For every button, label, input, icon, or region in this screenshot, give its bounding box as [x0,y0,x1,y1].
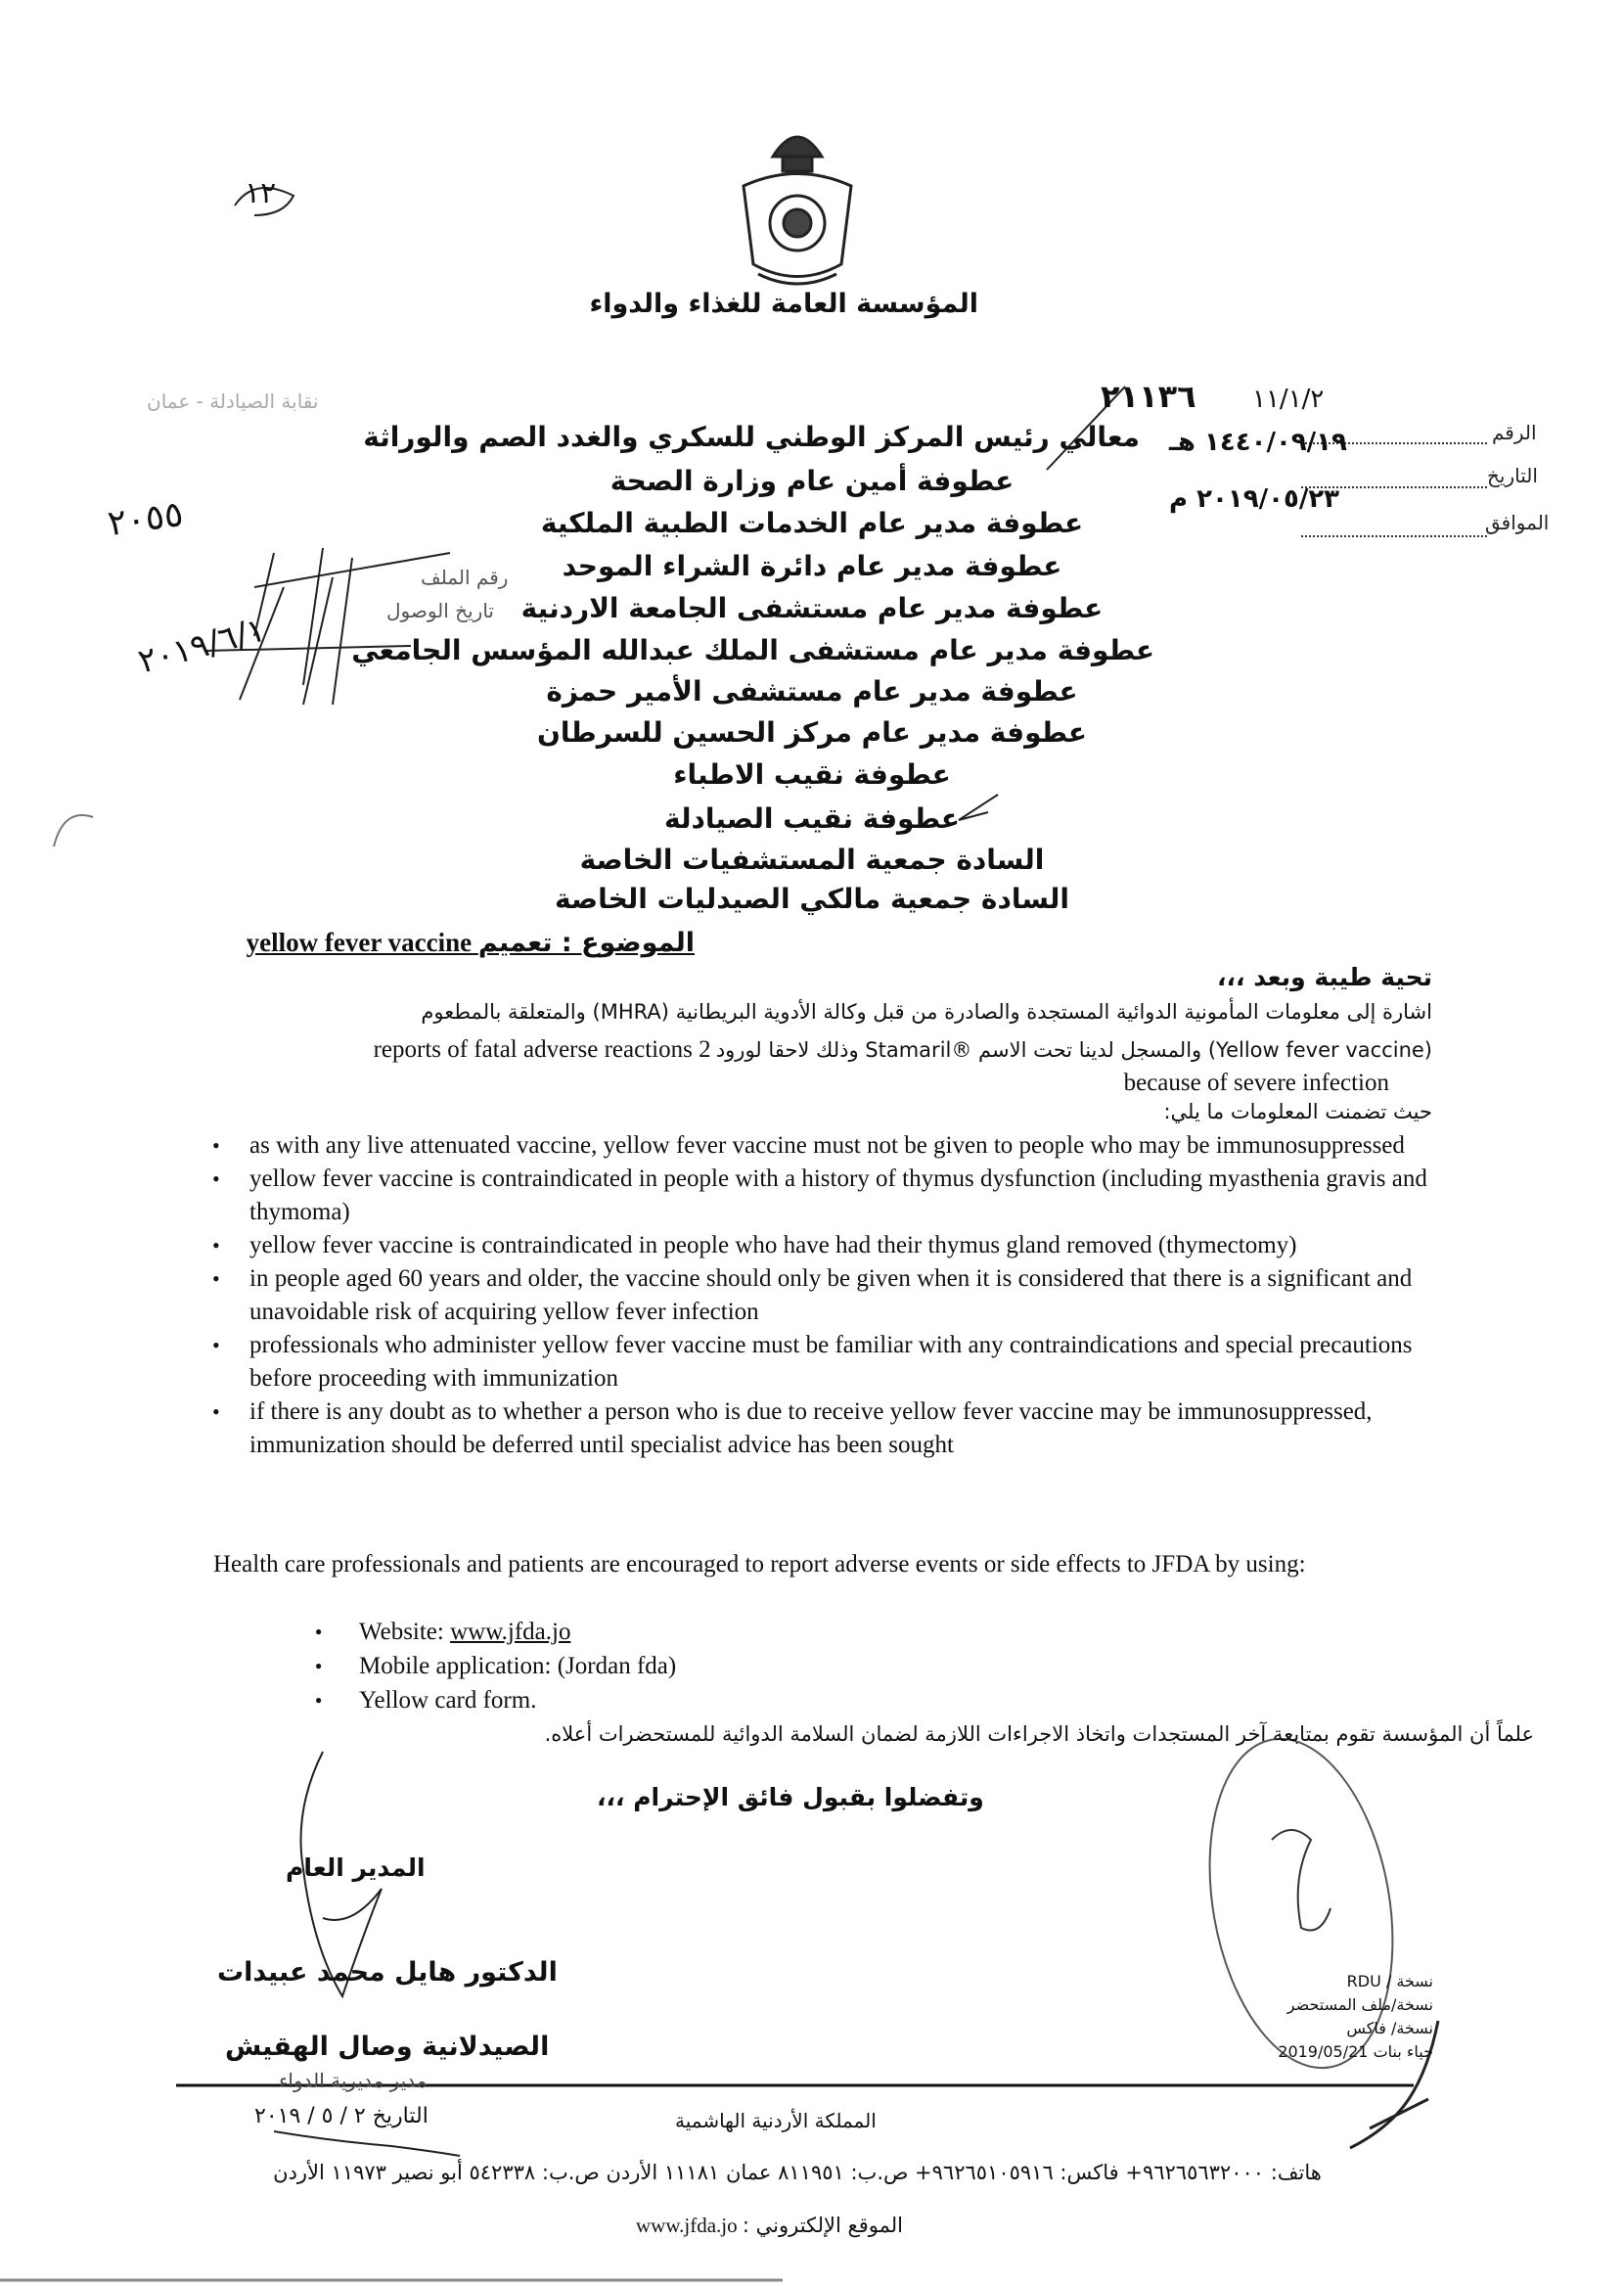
recipient: عطوفة مدير عام مركز الحسين للسرطان [536,716,1088,749]
intro-line-1: اشارة إلى معلومات المأمونية الدوائية المستجدة والصادرة من قبل وكالة الأدوية البريطانية (MHRA) والمتعلقة بالمطعوم [421,1000,1432,1024]
footer-website-link[interactable]: www.jfda.jo [636,2214,738,2237]
list-item: ● Mobile application: (Jordan fda) [315,1649,676,1683]
recipient: عطوفة مدير عام مستشفى الأمير حمزة [546,675,1078,708]
reference-code-handwritten: ١١/١/٢ [1252,385,1325,414]
recipient: معالي رئيس المركز الوطني للسكري والغدد الصم والوراثة [363,421,1140,453]
date-label: التاريخ [1487,464,1538,487]
recipient: عطوفة مدير عام دائرة الشراء الموحد [562,550,1062,582]
recipient: عطوفة مدير عام الخدمات الطبية الملكية [540,507,1084,539]
footer-website-line [636,2214,903,2238]
footer-website-label: الموقع الإلكتروني : [742,2214,903,2237]
hijri-date: ١٤٤٠/٠٩/١٩ هـ [1169,428,1347,457]
corresponding-label: الموافق [1485,511,1550,534]
gregorian-date: ٢٠١٩/٠٥/٢٣ م [1169,484,1340,514]
reporting-channels [315,1615,676,1717]
coat-of-arms-icon [744,137,851,284]
list-item: • yellow fever vaccine is contraindicated in people with a history of thymus dysfunction (including myasthenia gravis and thymoma) [210,1163,1443,1229]
list-item: • if there is any doubt as to whether a person who is due to receive yellow fever vaccine may be immunosuppressed, immunization should be deferred until specialist advice has been sought [210,1395,1443,1462]
scan-mark [54,815,93,846]
date-underline [274,2131,460,2156]
channel-label: Website: [359,1619,451,1645]
copy-line-4: حياء بنات 2019/05/21 [1278,2042,1433,2061]
copy-line-1: نسخة / RDU [1346,1972,1433,1990]
copy-line-2: نسخة/ملف المستحضر [1286,1995,1433,2014]
intro-line-2-ar: (Yellow fever vaccine) والمسجل لدينا تحت الاسم ®Stamaril وذلك لاحقا لورود [715,1038,1432,1062]
page-mark: ١٢ [245,177,277,209]
closing: وتفضلوا بقبول فائق الإحترام ،،، [597,1783,984,1811]
reference-number-handwritten: ٢١١٣٦ [1101,378,1196,415]
recipient: السادة جمعية مالكي الصيدليات الخاصة [555,883,1069,915]
list-item: • yellow fever vaccine is contraindicated in people who have had their thymus gland removed (thymectomy) [210,1229,1443,1262]
followup-text: علماً أن المؤسسة تقوم بمتابعة آخر المستجدات واتخاذ الاجراءات اللازمة لضمان السلامة الدوائية للمستحضرات أعلاه. [544,1722,1534,1746]
signatory-title: المدير العام [286,1853,426,1882]
oval-signature [1272,1830,1331,1931]
intro-line-2 [374,1033,1432,1067]
list-item: ● Yellow card form. [315,1683,676,1717]
file-number-label: رقم الملف [421,566,509,589]
subject-label: الموضوع : تعميم [477,928,695,958]
pharmacist-name: الصيدلانية وصال الهقيش [225,2032,550,2062]
recipient: عطوفة نقيب الصيادلة [663,802,960,835]
intro-line-4: حيث تضمنت المعلومات ما يلي: [1163,1100,1432,1123]
list-item: • professionals who administer yellow fever vaccine must be familiar with any contraindications and special precautions before proceeding with immunization [210,1329,1443,1395]
signatory-name: الدكتور هايل محمد عبيدات [217,1957,558,1988]
list-item [315,1615,676,1649]
agency-name: المؤسسة العامة للغذاء والدواء [589,289,978,319]
recipient: عطوفة مدير عام مستشفى الجامعة الاردنية [520,592,1104,624]
list-item: • in people aged 60 years and older, the vaccine should only be given when it is considered that there is a significant and unavoidable risk of acquiring yellow fever infection [210,1262,1443,1329]
arrival-date-label: تاريخ الوصول [386,599,494,622]
list-item: • as with any live attenuated vaccine, yellow fever vaccine must not be given to people who may be immunosuppressed [210,1129,1443,1163]
intro-line-3: because of severe infection [1123,1070,1389,1096]
footer-contact: هاتف: ٩٦٢٦٥٦٣٢٠٠٠+ فاكس: ٩٦٢٦٥١٠٥٩١٦+ ص.ب: ٨١١٩٥١ عمان ١١١٨١ الأردن ص.ب: ٥٤٢٣٣٨ أبو نصير ١١٩٧٣ الأردن [273,2161,1322,2184]
subject-line [213,928,695,958]
greeting: تحية طيبة وبعد ،،، [1217,963,1432,991]
number-label: الرقم [1492,421,1537,444]
receipt-handwritten-number: ٢٠٥٥ [105,493,186,545]
recipient: عطوفة نقيب الاطباء [673,758,951,791]
reporting-text: Health care professionals and patients are encouraged to report adverse events or side effects to JFDA by using: [213,1551,1306,1577]
receipt-stamp-org: نقابة الصيادلة - عمان [147,389,319,413]
copy-line-3: نسخة/ فاكس [1346,2019,1433,2037]
footer-kingdom: المملكة الأردنية الهاشمية [675,2109,877,2132]
receipt-handwritten-date: ٢٠١٩/٦/١ [134,610,270,682]
corresponding-field [1301,535,1487,537]
pharmacist-position: مدير مديرية الدواء [279,2069,428,2092]
recipient: عطوفة أمين عام وزارة الصحة [609,465,1015,497]
intro-line-2-en: 2 reports of fatal adverse reactions [373,1036,711,1063]
recipient: السادة جمعية المستشفيات الخاصة [579,844,1045,876]
subject-text: yellow fever vaccine [246,928,473,957]
pharmacist-date: التاريخ ٢ / ٥ / ٢٠١٩ [254,2104,429,2128]
recipient: عطوفة مدير عام مستشفى الملك عبدالله المؤسس الجامعي [351,634,1154,666]
findings-list [210,1129,1443,1462]
website-link[interactable]: www.jfda.jo [450,1619,571,1645]
